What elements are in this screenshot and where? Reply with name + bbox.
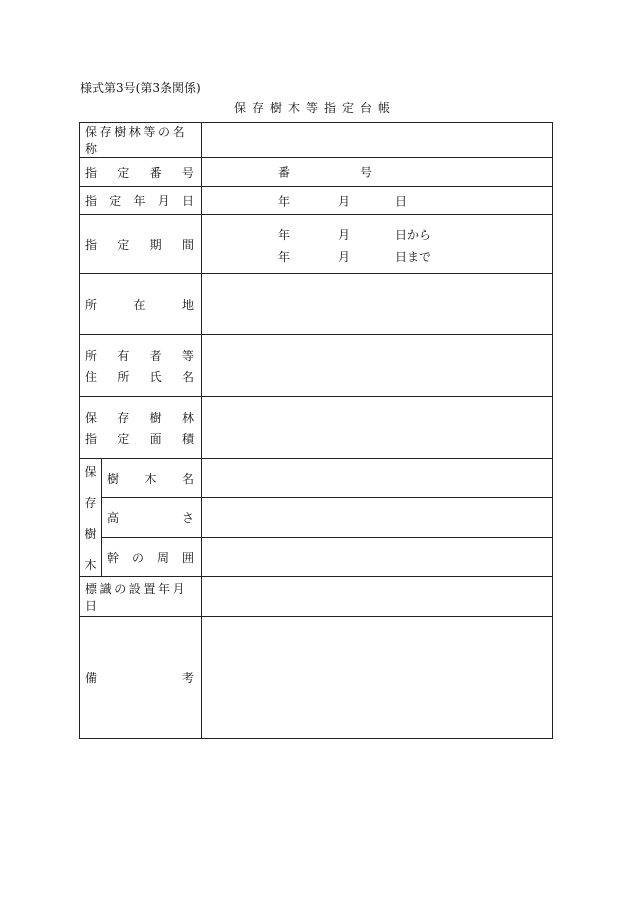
number-label-char: 定: [117, 165, 130, 180]
date-label-char: 年: [133, 194, 146, 208]
period-from-month: 月: [338, 228, 351, 242]
row-sign-date: [80, 577, 553, 617]
tree-height-char: 高: [107, 511, 120, 525]
forest-label-char: 定: [117, 431, 130, 446]
owner-label-char: 名: [181, 369, 194, 384]
number-label-char: 番: [149, 165, 162, 180]
tree-group-label: [80, 459, 102, 577]
number-value-cell[interactable]: [202, 158, 553, 187]
tree-trunk-char: の: [131, 550, 144, 565]
forest-label-char: 面: [149, 431, 162, 446]
tree-group-char: 存: [84, 495, 97, 510]
tree-trunk-label: [102, 538, 202, 577]
row-number: [80, 158, 553, 187]
row-tree-trunk: [80, 538, 553, 577]
owner-label-char: 住: [85, 369, 98, 384]
number-label-char: 号: [181, 165, 194, 180]
period-to-month: 月: [338, 250, 351, 264]
owner-label-char: 氏: [149, 369, 162, 384]
tree-trunk-char: 幹: [107, 550, 120, 565]
period-label: [80, 215, 202, 274]
name-value-cell[interactable]: [202, 123, 553, 158]
remarks-value-cell[interactable]: [202, 617, 553, 739]
tree-trunk-value-cell[interactable]: [202, 538, 553, 577]
period-label-char: 指: [85, 237, 98, 252]
tree-height-value-cell[interactable]: [202, 498, 553, 538]
date-label-char: 月: [157, 194, 170, 208]
date-value-cell[interactable]: [202, 187, 553, 215]
forest-area-label: [80, 397, 202, 459]
period-from-day: 日から: [395, 228, 432, 242]
remarks-label-char: 備: [85, 671, 98, 685]
period-to-year: 年: [278, 250, 291, 264]
tree-group-char: 保: [84, 464, 97, 479]
location-label-char: 在: [133, 297, 146, 312]
forest-label-char: 樹: [149, 410, 162, 425]
location-label: [80, 274, 202, 335]
forest-label-char: 存: [117, 410, 130, 425]
forest-label-char: 積: [181, 431, 194, 446]
tree-height-label: [102, 498, 202, 538]
tree-height-char: さ: [181, 511, 194, 525]
tree-name-char: 樹: [107, 471, 120, 486]
forest-label-char: 林: [181, 410, 194, 425]
tree-name-value-cell[interactable]: [202, 459, 553, 498]
number-label: [80, 158, 202, 187]
tree-trunk-char: 囲: [181, 550, 194, 565]
owner-label-char: 有: [117, 348, 130, 363]
sign-date-label-text: 標識の設置年月日: [85, 581, 188, 613]
period-value-cell[interactable]: [202, 215, 553, 274]
period-label-char: 間: [181, 237, 194, 252]
location-label-char: 地: [181, 297, 194, 312]
owner-label-char: 者: [149, 348, 162, 363]
period-to-day: 日まで: [395, 250, 432, 264]
period-from-year: 年: [278, 228, 291, 242]
tree-group-char: 木: [84, 557, 97, 572]
name-label-text: 保存樹林等の名称: [85, 125, 188, 156]
ledger-table: [79, 122, 553, 739]
date-unit-month: 月: [338, 194, 351, 208]
tree-trunk-char: 周: [156, 550, 169, 565]
period-label-char: 定: [117, 237, 130, 252]
row-location: [80, 274, 553, 335]
sign-date-label: [80, 577, 202, 617]
row-tree-name: [80, 459, 553, 498]
remarks-label: [80, 617, 202, 739]
tree-name-char: 木: [144, 471, 157, 486]
number-unit-go: 号: [360, 165, 373, 180]
date-label-char: 指: [85, 194, 98, 208]
forest-area-value-cell[interactable]: [202, 397, 553, 459]
date-label-char: 定: [109, 194, 122, 208]
row-remarks: [80, 617, 553, 739]
tree-name-char: 名: [181, 471, 194, 486]
forest-label-char: 指: [85, 431, 98, 446]
number-label-char: 指: [85, 165, 98, 180]
period-label-char: 期: [149, 237, 162, 252]
owner-label-char: 所: [117, 369, 130, 384]
owner-label: [80, 335, 202, 397]
form-number-label: 様式第3号(第3条関係): [80, 81, 201, 95]
row-owner: [80, 335, 553, 397]
sign-date-value-cell[interactable]: [202, 577, 553, 617]
location-value-cell[interactable]: [202, 274, 553, 335]
row-date: [80, 187, 553, 215]
row-tree-height: [80, 498, 553, 538]
owner-value-cell[interactable]: [202, 335, 553, 397]
forest-label-char: 保: [85, 410, 98, 425]
date-label: [80, 187, 202, 215]
row-forest-area: [80, 397, 553, 459]
remarks-label-char: 考: [181, 671, 194, 685]
document-title: 保存樹木等指定台帳: [233, 101, 396, 115]
number-unit-ban: 番: [278, 165, 291, 180]
name-label: [80, 123, 202, 158]
date-unit-year: 年: [278, 194, 291, 208]
tree-group-char: 樹: [84, 526, 97, 541]
owner-label-char: 所: [85, 348, 98, 363]
row-period: [80, 215, 553, 274]
tree-name-label: [102, 459, 202, 498]
date-label-char: 日: [181, 194, 194, 208]
location-label-char: 所: [85, 297, 98, 312]
date-unit-day: 日: [395, 194, 408, 208]
owner-label-char: 等: [181, 348, 194, 363]
row-name: [80, 123, 553, 158]
